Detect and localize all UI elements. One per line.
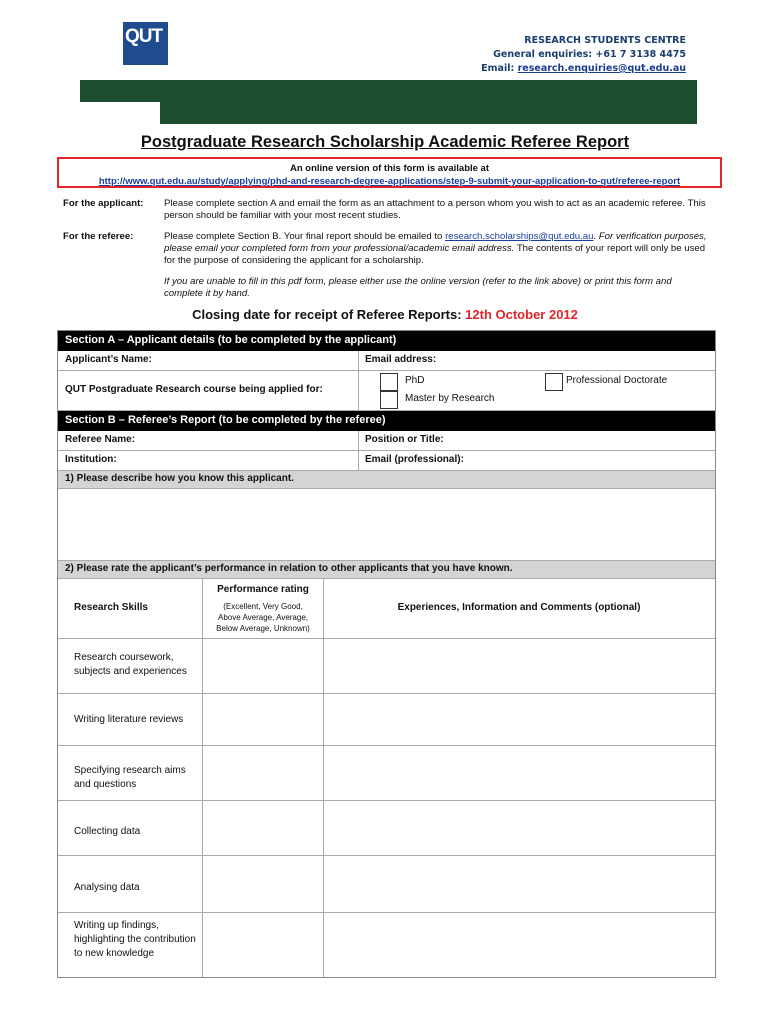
performance-rating-scale: (Excellent, Very Good, Above Average, Average, Below Average, Unknown) — [216, 602, 310, 633]
comments-cell[interactable] — [324, 746, 715, 800]
skill-label: Collecting data — [74, 826, 141, 837]
research-skills-header: Research Skills — [74, 602, 148, 613]
pdf-note-text: If you are unable to fill in this pdf form, please either use the online version (refer to the link above) or print this form and complete it by hand. — [164, 276, 672, 299]
course-row — [58, 371, 715, 411]
email-address-label: Email address: — [365, 354, 437, 365]
applicant-text: Please complete section A and email the form as an attachment to a person whom you wish to act as an academic referee. This person should be familiar with your most recent studies. — [164, 198, 706, 221]
referee-label: For the referee: — [63, 231, 134, 242]
institution-row — [58, 451, 715, 471]
closing-label: Closing date for receipt of Referee Reports: — [192, 307, 466, 322]
rating-cell[interactable] — [203, 639, 323, 693]
skill-label: Writing up findings, highlighting the contribution to new knowledge — [74, 920, 196, 959]
skill-label: Research coursework, subjects and experiences — [74, 652, 187, 677]
referee-form — [57, 330, 716, 978]
table-row — [58, 639, 715, 694]
position-label: Position or Title: — [365, 434, 444, 445]
course-label: QUT Postgraduate Research course being applied for: — [65, 384, 323, 395]
green-banner — [80, 80, 697, 124]
contact-block — [481, 34, 686, 76]
online-notice-text: An online version of this form is available at — [289, 163, 490, 174]
referee-text-2: . For verification purposes, please email your completed form from your professional/academic email address. — [164, 231, 707, 254]
phd-checkbox[interactable] — [380, 373, 398, 391]
section-b-heading: Section B – Referee’s Report (to be completed by the referee) — [58, 411, 715, 431]
table-row — [58, 694, 715, 746]
referee-name-label: Referee Name: — [65, 434, 136, 445]
contact-email-line — [481, 62, 686, 76]
table-row — [58, 913, 715, 977]
table-row — [58, 746, 715, 801]
skill-label: Writing literature reviews — [74, 714, 184, 725]
applicant-name-label: Applicant’s Name: — [65, 354, 152, 365]
rating-cell[interactable] — [203, 694, 323, 745]
table-row — [58, 856, 715, 913]
skill-label: Specifying research aims and questions — [74, 765, 186, 790]
question-1 — [58, 471, 715, 489]
comments-cell[interactable] — [324, 913, 715, 977]
applicant-label: For the applicant: — [63, 198, 144, 209]
logo-text: QUT — [125, 26, 163, 47]
referee-text-1: Please complete Section B. Your final report should be emailed to — [164, 231, 446, 242]
question-1-answer-area[interactable] — [58, 489, 715, 561]
question-1-text: 1) Please describe how you know this applicant. — [65, 473, 294, 484]
skill-label: Analysing data — [74, 882, 140, 893]
professional-doctorate-label: Professional Doctorate — [566, 375, 668, 386]
professional-doctorate-checkbox[interactable] — [545, 373, 563, 391]
rating-cell[interactable] — [203, 913, 323, 977]
comments-cell[interactable] — [324, 801, 715, 855]
email-label: Email: — [481, 63, 518, 74]
master-by-research-label: Master by Research — [405, 393, 495, 404]
qut-logo — [123, 22, 168, 65]
referee-name-row — [58, 431, 715, 451]
contact-email-link[interactable]: research.enquiries@qut.edu.au — [517, 63, 686, 74]
rating-cell[interactable] — [203, 801, 323, 855]
comments-header: Experiences, Information and Comments (optional) — [397, 602, 641, 613]
closing-date-value: 12th October 2012 — [465, 307, 578, 322]
comments-cell[interactable] — [324, 694, 715, 745]
referee-text-3: The contents of your report will only be used for the purpose of considering the applicant for a scholarship. — [164, 243, 706, 266]
performance-rating-header: Performance rating — [217, 584, 309, 595]
closing-date — [0, 307, 770, 322]
banner-cut — [80, 102, 160, 124]
applicant-name-row — [58, 351, 715, 371]
comments-cell[interactable] — [324, 639, 715, 693]
professional-email-label: Email (professional): — [365, 454, 464, 465]
phd-label: PhD — [405, 375, 425, 386]
comments-cell[interactable] — [324, 856, 715, 912]
master-by-research-checkbox[interactable] — [380, 391, 398, 409]
institution-label: Institution: — [65, 454, 117, 465]
rating-cell[interactable] — [203, 746, 323, 800]
referee-text — [164, 231, 712, 267]
question-2-text: 2) Please rate the applicant’s performance in relation to other applicants that you have known. — [65, 563, 513, 574]
section-a-heading: Section A – Applicant details (to be completed by the applicant) — [58, 331, 715, 351]
table-row — [58, 801, 715, 856]
rating-table-header — [58, 579, 715, 639]
rating-cell[interactable] — [203, 856, 323, 912]
page-title: Postgraduate Research Scholarship Academic Referee Report — [140, 133, 630, 151]
centre-name: RESEARCH STUDENTS CENTRE — [524, 35, 686, 46]
scholarships-email-link[interactable]: research.scholarships@qut.edu.au — [445, 231, 594, 242]
online-version-notice — [57, 157, 722, 188]
general-enquiries: General enquiries: +61 7 3138 4475 — [493, 49, 686, 60]
online-form-link[interactable]: http://www.qut.edu.au/study/applying/phd-and-research-degree-applications/step-9-submit-your-application-to-qut/referee-report — [98, 176, 681, 187]
question-2 — [58, 561, 715, 579]
